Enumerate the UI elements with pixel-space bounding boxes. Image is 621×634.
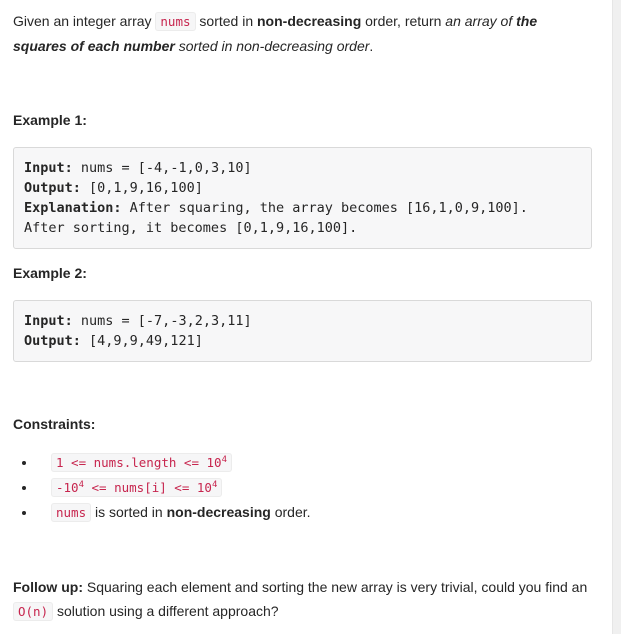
constraint-code-text: -10 [56, 480, 79, 495]
constraint-code-text: 1 <= nums.length <= 10 [56, 455, 222, 470]
example-1-explanation-label: Explanation: [24, 200, 122, 216]
follow-up-text: solution using a different approach? [53, 603, 279, 619]
statement-bold: non-decreasing [257, 13, 362, 29]
constraint-code: nums [51, 503, 91, 522]
problem-statement [13, 9, 583, 58]
constraints-title: Constraints: [13, 416, 96, 432]
constraint-exponent: 4 [221, 455, 227, 465]
inline-code-nums: nums [155, 12, 195, 31]
constraint-code [51, 478, 222, 497]
statement-italic: an array of [445, 13, 517, 29]
constraint-item [37, 450, 311, 475]
follow-up [13, 575, 593, 624]
statement-text: sorted in [195, 13, 257, 29]
inline-code-complexity: O(n) [13, 602, 53, 621]
statement-bold-italic: the [516, 13, 538, 29]
example-2-input-value: nums = [-7,-3,2,3,11] [72, 313, 252, 329]
constraint-exponent: 4 [211, 480, 218, 490]
example-1-output-label: Output: [24, 180, 81, 196]
statement-text: Given an integer array [13, 13, 156, 29]
example-1-input-label: Input: [24, 160, 73, 176]
constraint-bold: non-decreasing [166, 504, 271, 520]
example-2-output-label: Output: [24, 333, 81, 349]
constraint-text: is sorted in [91, 504, 167, 520]
statement-bold-italic: squares of each number [13, 38, 175, 54]
constraint-code-text: <= nums[i] <= 10 [84, 480, 212, 495]
example-2-output-value: [4,9,9,49,121] [80, 333, 203, 349]
statement-text: order, return [361, 13, 446, 29]
constraint-item [37, 500, 311, 525]
example-1-explanation-text: After sorting, it becomes [0,1,9,16,100]. [24, 220, 358, 236]
statement-text: . [369, 38, 374, 54]
constraint-text: order. [270, 504, 311, 520]
scrollbar-track[interactable] [612, 0, 621, 634]
statement-italic: sorted in non-decreasing order [174, 38, 370, 54]
example-1-explanation-text: After squaring, the array becomes [16,1,0,9,100]. [121, 200, 528, 216]
example-1-output-value: [0,1,9,16,100] [80, 180, 203, 196]
example-2-input-label: Input: [24, 313, 73, 329]
constraint-exponent: 4 [78, 480, 84, 490]
example-1-input-value: nums = [-4,-1,0,3,10] [72, 160, 252, 176]
example-1-block [13, 147, 592, 249]
follow-up-text: Squaring each element and sorting the new array is very trivial, could you find an [82, 579, 588, 595]
constraint-code [51, 453, 232, 472]
example-2-title: Example 2: [13, 265, 87, 281]
constraints-list [13, 450, 311, 525]
example-2-block [13, 300, 592, 362]
follow-up-label: Follow up: [13, 579, 83, 595]
constraint-item [37, 475, 311, 500]
example-1-title: Example 1: [13, 112, 87, 128]
